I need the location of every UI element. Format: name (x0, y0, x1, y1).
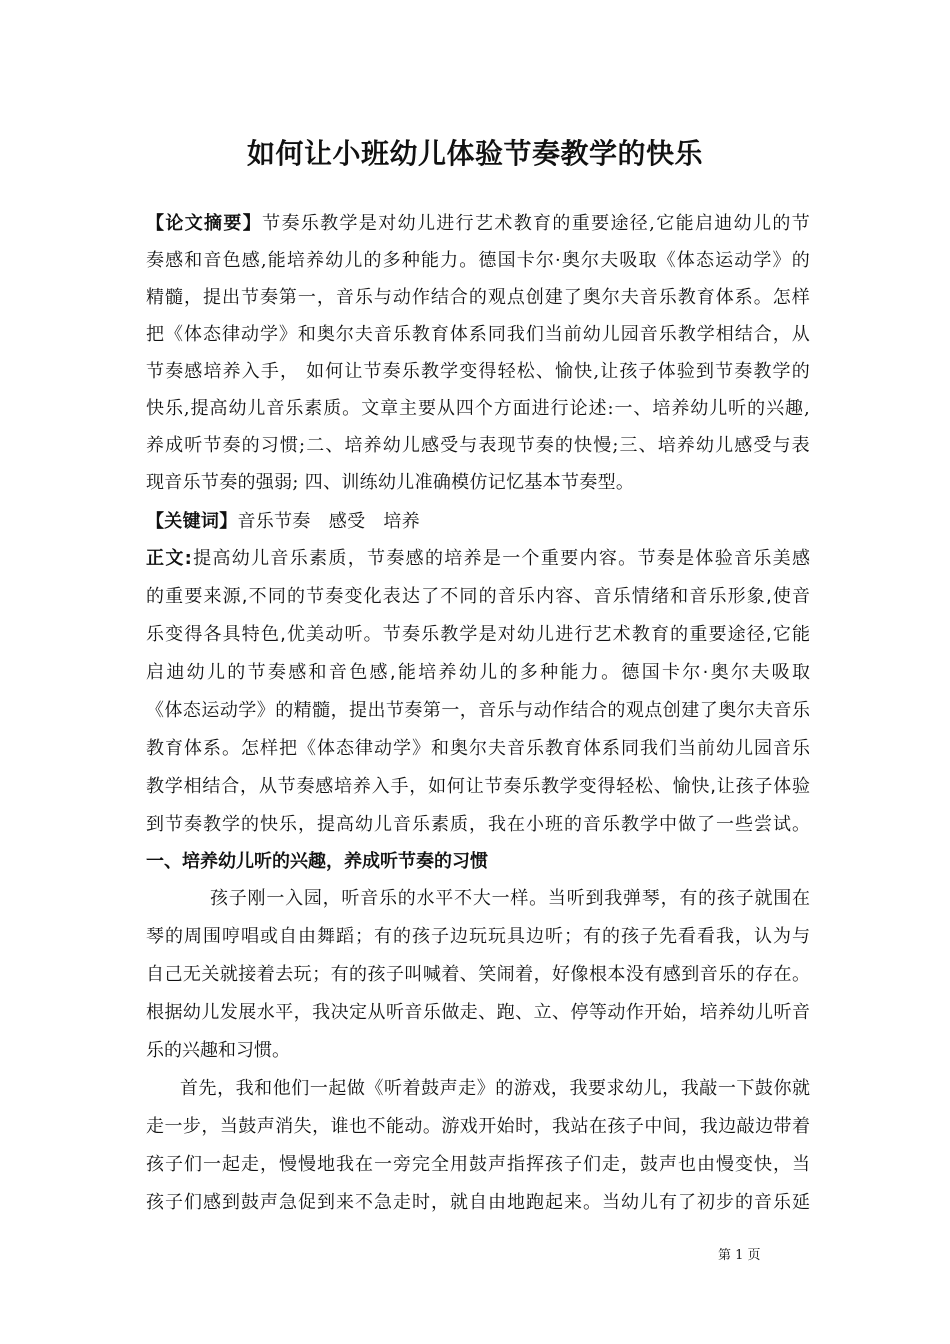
section-heading: 一、培养幼儿听的兴趣，养成听节奏的习惯 (146, 851, 488, 872)
paragraph-line: 走一步，当鼓声消失，谁也不能动。游戏开始时，我站在孩子中间，我边敲边带着 (146, 1116, 810, 1137)
keywords-text: 音乐节奏 感受 培养 (237, 511, 421, 532)
abstract-line: 养成听节奏的习惯;二、培养幼儿感受与表现节奏的快慢;三、培养幼儿感受与表 (146, 435, 810, 456)
body-line: 到节奏教学的快乐，提高幼儿音乐素质，我在小班的音乐教学中做了一些尝试。 (146, 814, 810, 835)
abstract-text: 节奏乐教学是对幼儿进行艺术教育的重要途径,它能启迪幼儿的节 (262, 213, 810, 234)
body-label: 正文: (146, 548, 192, 569)
paragraph-line: 琴的周围哼唱或自由舞蹈；有的孩子边玩玩具边听；有的孩子先看看我，认为与 (146, 926, 810, 947)
abstract-line: 把《体态律动学》和奥尔夫音乐教育体系同我们当前幼儿园音乐教学相结合，从 (146, 324, 810, 345)
paragraph-line: 乐的兴趣和习惯。 (146, 1040, 290, 1061)
body-text: 提高幼儿音乐素质，节奏感的培养是一个重要内容。节奏是体验音乐美感 (191, 548, 811, 569)
body-line: 的重要来源,不同的节奏变化表达了不同的音乐内容、音乐情绪和音乐形象,使音 (146, 586, 810, 607)
page-title: 如何让小班幼儿体验节奏教学的快乐 (246, 137, 703, 170)
paragraph-line: 孩子们感到鼓声急促到来不急走时，就自由地跑起来。当幼儿有了初步的音乐延 (146, 1192, 810, 1213)
abstract-label: 【论文摘要】 (146, 213, 263, 234)
body-line: 乐变得各具特色,优美动听。节奏乐教学是对幼儿进行艺术教育的重要途径,它能 (146, 624, 810, 645)
body-line: 启迪幼儿的节奏感和音色感,能培养幼儿的多种能力。德国卡尔·奥尔夫吸取 (146, 662, 810, 683)
body-line: 教育体系。怎样把《体态律动学》和奥尔夫音乐教育体系同我们当前幼儿园音乐 (146, 738, 810, 759)
abstract-line: 精髓，提出节奏第一，音乐与动作结合的观点创建了奥尔夫音乐教育体系。怎样 (146, 287, 810, 308)
page-number: 第 1 页 (718, 1248, 761, 1263)
paragraph-line: 根据幼儿发展水平，我决定从听音乐做走、跑、立、停等动作开始，培养幼儿听音 (146, 1002, 810, 1023)
abstract-line: 快乐,提高幼儿音乐素质。文章主要从四个方面进行论述:一、培养幼儿听的兴趣, (146, 398, 810, 419)
keywords-line (146, 510, 810, 534)
paragraph-line: 孩子刚一入园，听音乐的水平不大一样。当听到我弹琴，有的孩子就围在 (210, 888, 810, 909)
body-line (146, 547, 810, 571)
abstract-line: 奏感和音色感,能培养幼儿的多种能力。德国卡尔·奥尔夫吸取《体态运动学》的 (146, 250, 810, 271)
paragraph-line: 首先，我和他们一起做《听着鼓声走》的游戏，我要求幼儿，我敲一下鼓你就 (180, 1078, 810, 1099)
abstract-line: 现音乐节奏的强弱; 四、训练幼儿准确模仿记忆基本节奏型。 (146, 472, 635, 493)
paragraph-line: 孩子们一起走，慢慢地我在一旁完全用鼓声指挥孩子们走，鼓声也由慢变快，当 (146, 1154, 810, 1175)
keywords-label: 【关键词】 (146, 511, 238, 532)
paragraph-line: 自己无关就接着去玩；有的孩子叫喊着、笑闹着，好像根本没有感到音乐的存在。 (146, 964, 810, 985)
body-line: 《体态运动学》的精髓，提出节奏第一，音乐与动作结合的观点创建了奥尔夫音乐 (146, 700, 810, 721)
abstract-line (146, 212, 810, 236)
body-line: 教学相结合，从节奏感培养入手，如何让节奏乐教学变得轻松、愉快,让孩子体验 (146, 776, 810, 797)
abstract-line: 节奏感培养入手， 如何让节奏乐教学变得轻松、愉快,让孩子体验到节奏教学的 (146, 361, 810, 382)
